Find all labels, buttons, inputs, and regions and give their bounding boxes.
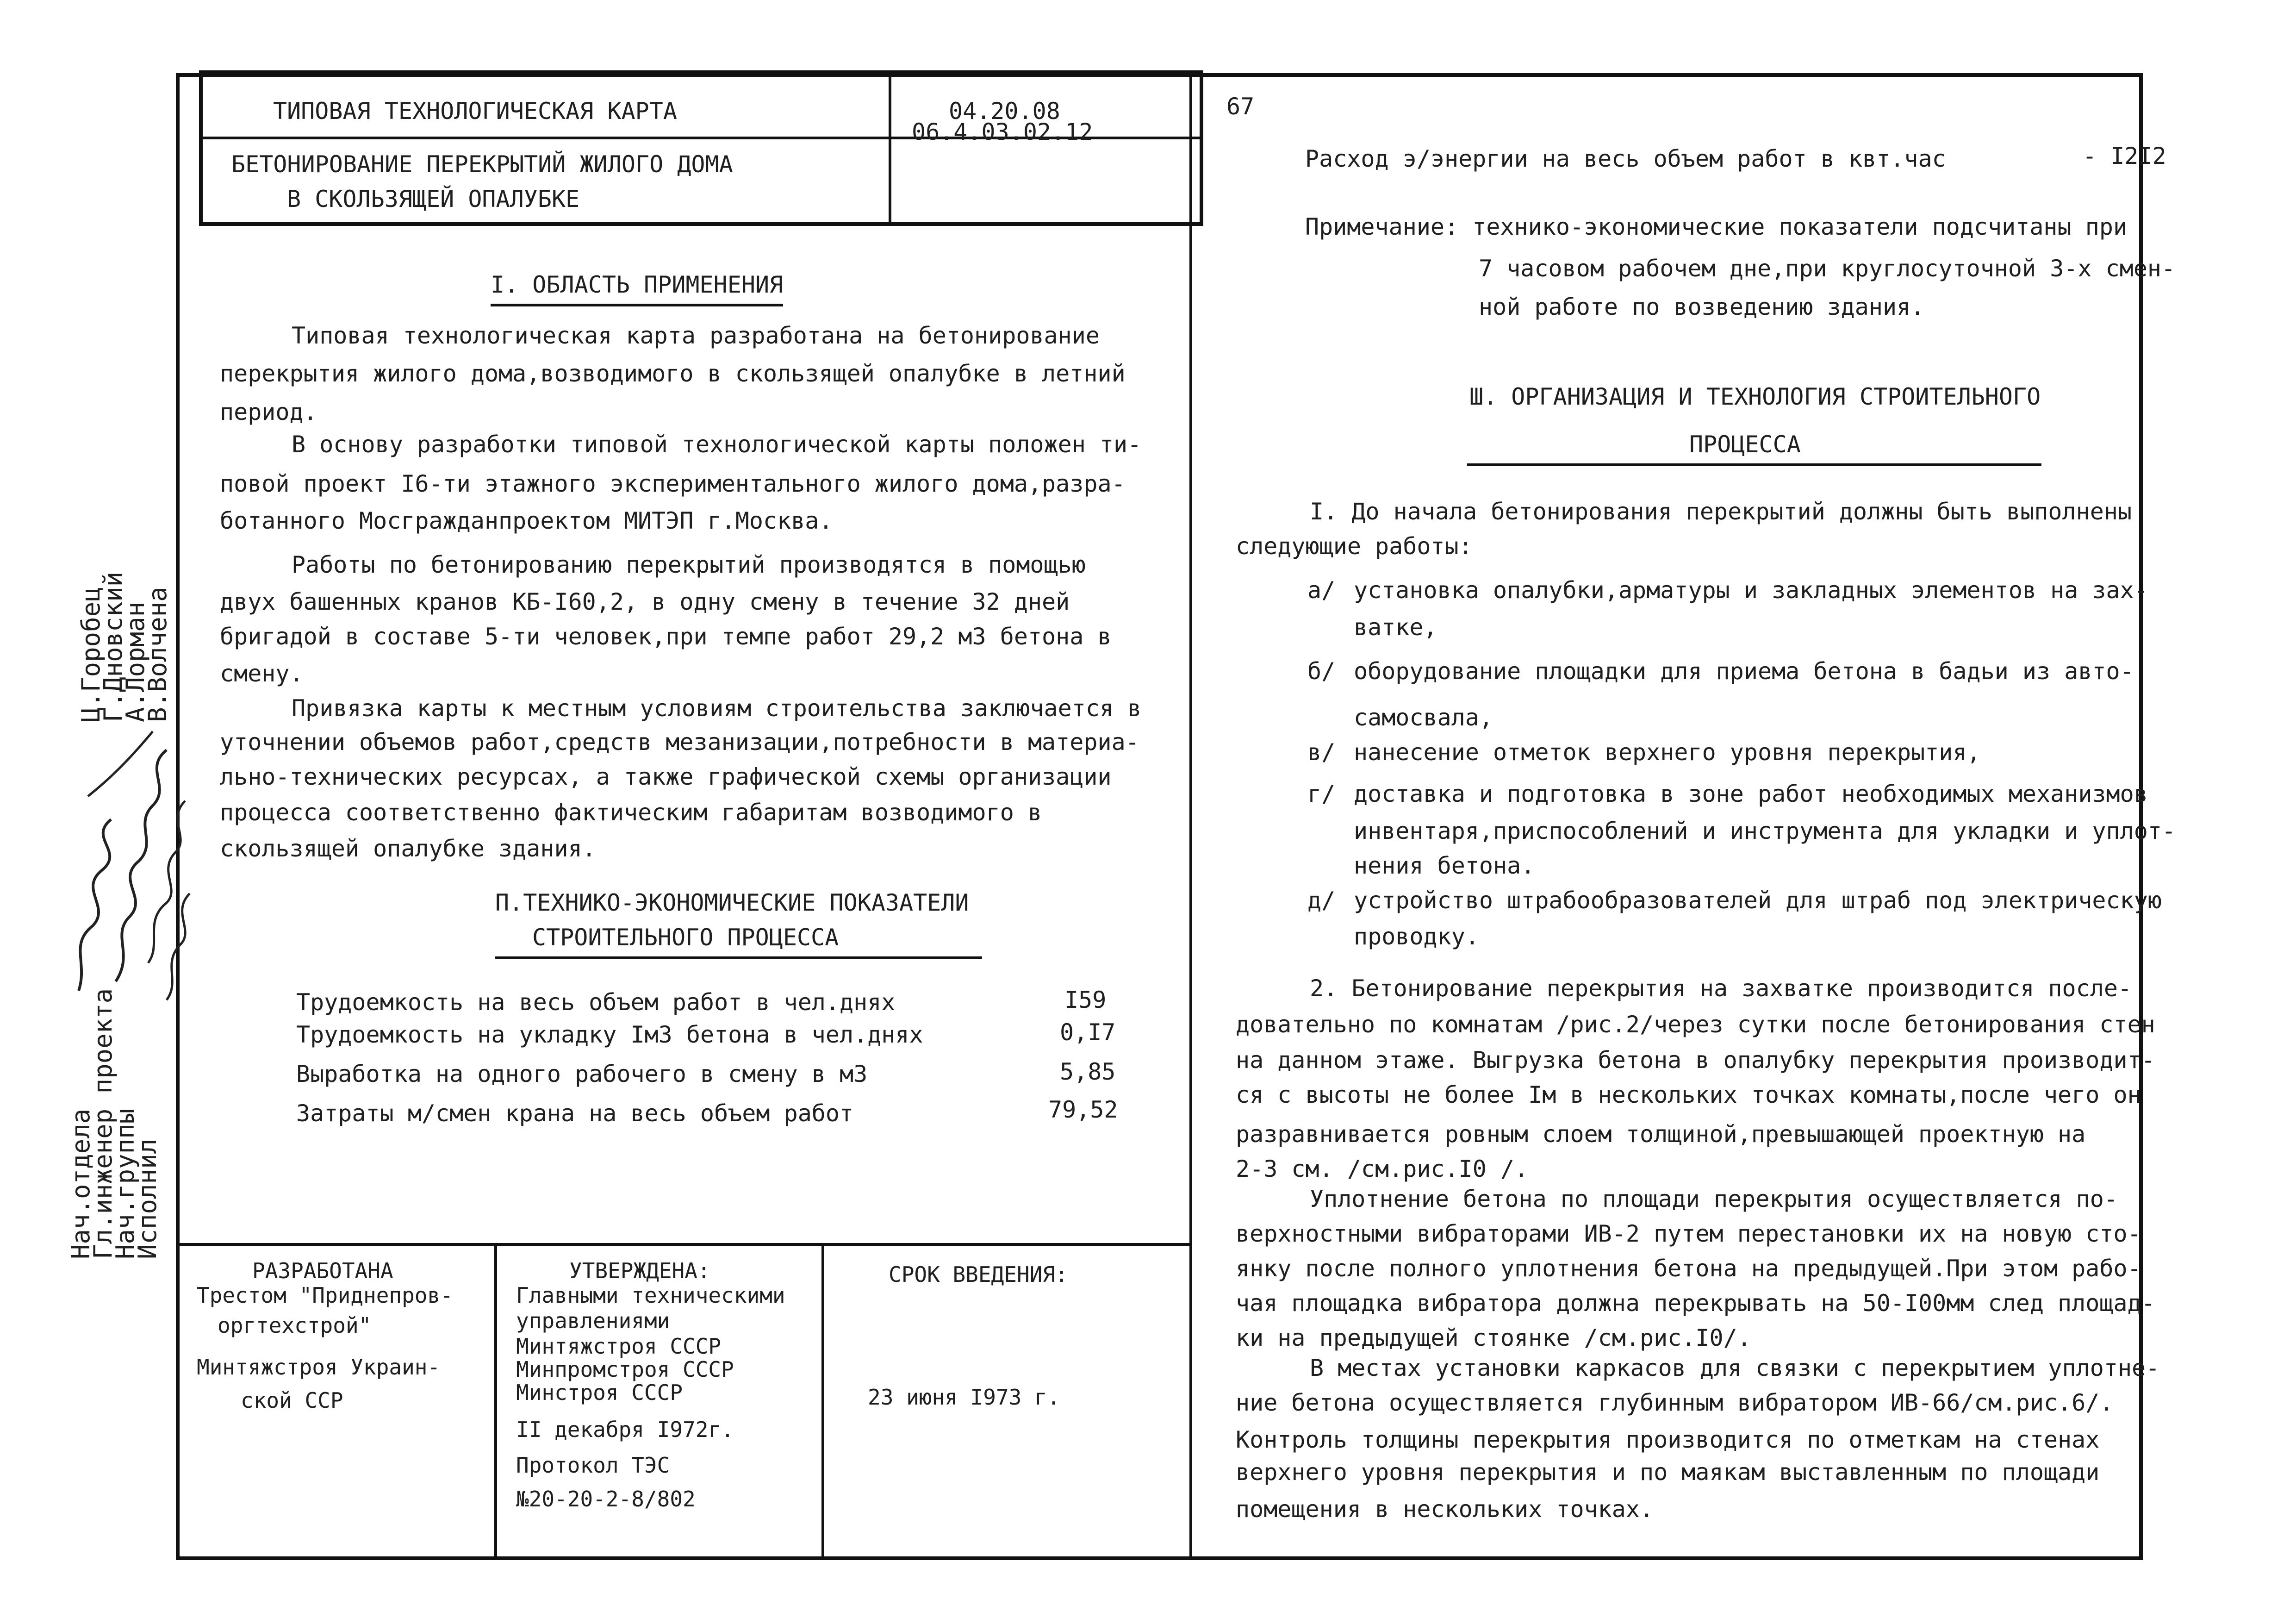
list-mark: г/ (1307, 781, 1336, 807)
title-block-vline (889, 70, 891, 226)
para2-line: ся с высоты не более Iм в нескольких точках комнаты,после чего он (1236, 1081, 2141, 1108)
list-line: нения бетона. (1354, 852, 1535, 879)
list-line: доставка и подготовка в зоне работ необходимых механизмов (1354, 781, 2148, 807)
indicator-label: Выработка на одного рабочего в смену в мЗ (296, 1061, 868, 1087)
footer-divider-2 (821, 1243, 824, 1560)
s1-line: скользящей опалубке здания. (220, 835, 596, 862)
indicator-label: Трудоемкость на весь объем работ в чел.днях (296, 989, 896, 1016)
para2-line: ки на предыдущей стоянке /см.рис.I0/. (1236, 1324, 1751, 1351)
para2-line: разравнивается ровным слоем толщиной,превышающей проектную на (1236, 1121, 2086, 1148)
indicator-value: I59 (1064, 987, 1107, 1013)
developed-line: оргтехстрой" (218, 1313, 372, 1338)
card-code-top: 04.20.08 (949, 98, 1060, 125)
list-line: инвентаря,приспособлений и инструмента для укладки и уплот- (1354, 818, 2176, 844)
para2-line: помещения в нескольких точках. (1236, 1496, 1654, 1523)
approved-line: управлениями (516, 1308, 670, 1333)
energy-value: - I2I2 (2083, 143, 2166, 169)
intro-heading: СРОК ВВЕДЕНИЯ: (889, 1262, 1068, 1287)
para2-line: ние бетона осуществляется глубинным вибратором ИВ-66/см.рис.6/. (1236, 1389, 2114, 1416)
developed-line: ской ССР (241, 1388, 343, 1413)
approved-line: Протокол ТЭС (516, 1453, 670, 1478)
list-line: проводку. (1354, 923, 1479, 950)
card-title-line1: БЕТОНИРОВАНИЕ ПЕРЕКРЫТИЙ ЖИЛОГО ДОМА (231, 151, 733, 178)
signature-name: А.Лорман (121, 601, 150, 722)
approved-line: №20-20-2-8/802 (516, 1487, 696, 1512)
list-line: ватке, (1354, 614, 1437, 641)
para2-line: верхностными вибраторами ИВ-2 путем перестановки их на новую сто- (1236, 1220, 2141, 1247)
s1-line: смену. (220, 660, 304, 687)
s1-line: ботанного Мосгражданпроектом МИТЭП г.Москва. (220, 507, 833, 534)
para1-line: следующие работы: (1236, 533, 1473, 560)
para2-line: верхнего уровня перекрытия и по маякам выставленным по площади (1236, 1459, 2100, 1486)
approved-line: Минпромстроя СССР (516, 1357, 734, 1382)
developed-heading: РАЗРАБОТАНА (252, 1258, 393, 1283)
list-line: устройство штрабообразователей для штраб под электрическую (1354, 887, 2162, 914)
signature-role: Исполнил (133, 1138, 162, 1259)
s1-line: период. (220, 399, 317, 425)
para2-line: 2. Бетонирование перекрытия на захватке производится после- (1310, 975, 2132, 1002)
s1-line: процесса соответственно фактическим габаритам возводимого в (220, 799, 1042, 826)
section3-heading-line1: Ш. ОРГАНИЗАЦИЯ И ТЕХНОЛОГИЯ СТРОИТЕЛЬНОГО (1469, 383, 2041, 410)
s1-line: Привязка карты к местным условиям строительства заключается в (292, 695, 1142, 722)
para2-line: чая площадка вибратора должна перекрывать на 50-I00мм след площад- (1236, 1290, 2155, 1317)
list-mark: а/ (1307, 577, 1336, 604)
card-type-label: ТИПОВАЯ ТЕХНОЛОГИЧЕСКАЯ КАРТА (273, 98, 677, 125)
note-line: 7 часовом рабочем дне,при круглосуточной 3-х смен- (1479, 255, 2176, 282)
s1-line: бригадой в составе 5-ти человек,при темпе работ 29,2 м3 бетона в (220, 623, 1112, 650)
section1-heading: I. ОБЛАСТЬ ПРИМЕНЕНИЯ (491, 273, 783, 306)
s1-line: перекрытия жилого дома,возводимого в скользящей опалубке в летний (220, 360, 1126, 387)
list-line: самосвала, (1354, 704, 1493, 731)
note-line: Примечание: технико-экономические показатели подсчитаны при (1305, 213, 2128, 240)
s1-line: льно-технических ресурсах, а также графической схемы организации (220, 763, 1112, 790)
center-divider (1189, 73, 1192, 1560)
para2-line: В местах установки каркасов для связки с перекрытием уплотне- (1310, 1355, 2160, 1381)
s1-line: Типовая технологическая карта разработана на бетонирование (292, 322, 1100, 349)
list-line: нанесение отметок верхнего уровня перекрытия, (1354, 739, 1981, 766)
s1-line: Работы по бетонированию перекрытий производятся в помощью (292, 551, 1086, 578)
para1-line: I. До начала бетонирования перекрытий должны быть выполнены (1310, 498, 2132, 525)
list-mark: д/ (1307, 887, 1336, 914)
s1-line: повой проект I6-ти этажного экспериментального жилого дома,разра- (220, 470, 1126, 497)
section3-heading-line2: ПРОЦЕССА (1467, 433, 2041, 466)
developed-line: Трестом "Приднепров- (197, 1283, 453, 1308)
developed-line: Минтяжстроя Украин- (197, 1355, 441, 1380)
section2-heading-line2: СТРОИТЕЛЬНОГО ПРОЦЕССА (495, 926, 982, 959)
energy-label: Расход э/энергии на весь объем работ в квт.час (1305, 145, 1946, 172)
approved-line: Минстроя СССР (516, 1380, 683, 1405)
footer-divider-1 (494, 1243, 497, 1560)
note-line: ной работе по возведению здания. (1479, 294, 1925, 320)
approved-line: II декабря I972г. (516, 1417, 734, 1442)
para2-line: Контроль толщины перекрытия производится по отметкам на стенах (1236, 1426, 2100, 1453)
handwritten-signatures (60, 704, 199, 1009)
approved-line: Минтяжстроя СССР (516, 1334, 722, 1359)
signature-role: Нач.отдела (66, 1108, 95, 1259)
indicator-value: 5,85 (1060, 1058, 1116, 1085)
card-code-bottom: 06.4.03.02.12 (912, 119, 1093, 145)
approved-line: Главными техническими (516, 1283, 785, 1308)
para2-line: на данном этаже. Выгрузка бетона в опалубку перекрытия производит- (1236, 1047, 2155, 1074)
s1-line: двух башенных кранов КБ-I60,2, в одну смену в течение 32 дней (220, 588, 1070, 615)
signature-role: Гл.инженер проекта (88, 988, 118, 1259)
indicator-label: Трудоемкость на укладку IмЗ бетона в чел.днях (296, 1021, 923, 1048)
list-line: установка опалубки,арматуры и закладных элементов на зах- (1354, 577, 2148, 604)
signature-role: Нач.группы (111, 1108, 140, 1259)
indicator-value: 0,I7 (1060, 1019, 1116, 1046)
para2-line: довательно по комнатам /рис.2/через сутки после бетонирования стен (1236, 1011, 2155, 1038)
footer-top-line (176, 1243, 1192, 1246)
indicator-label: Затраты м/смен крана на весь объем работ (296, 1100, 854, 1127)
list-mark: б/ (1307, 658, 1336, 685)
page-number: 67 (1226, 93, 1255, 120)
section2-heading-line1: П.ТЕХНИКО-ЭКОНОМИЧЕСКИЕ ПОКАЗАТЕЛИ (495, 889, 969, 916)
list-line: оборудование площадки для приема бетона в бадьи из авто- (1354, 658, 2134, 685)
intro-date: 23 июня I973 г. (868, 1385, 1060, 1410)
list-mark: в/ (1307, 739, 1336, 766)
para2-line: 2-3 см. /см.рис.I0 /. (1236, 1156, 1529, 1182)
para2-line: Уплотнение бетона по площади перекрытия осуществляется по- (1310, 1186, 2118, 1212)
s1-line: В основу разработки типовой технологической карты положен ти- (292, 431, 1142, 458)
s1-line: уточнении объемов работ,средств мезанизации,потребности в материа- (220, 729, 1139, 756)
para2-line: янку после полного уплотнения бетона на предыдущей.При этом рабо- (1236, 1255, 2141, 1282)
card-title-line2: В СКОЛЬЗЯЩЕЙ ОПАЛУБКЕ (287, 186, 580, 212)
signature-name: В.Волчена (143, 587, 172, 722)
signature-name: Ц.Горобец (76, 587, 106, 722)
signature-name: Г.Дновский (99, 571, 128, 722)
indicator-value: 79,52 (1048, 1096, 1118, 1123)
approved-heading: УТВЕРЖДЕНА: (569, 1258, 710, 1283)
